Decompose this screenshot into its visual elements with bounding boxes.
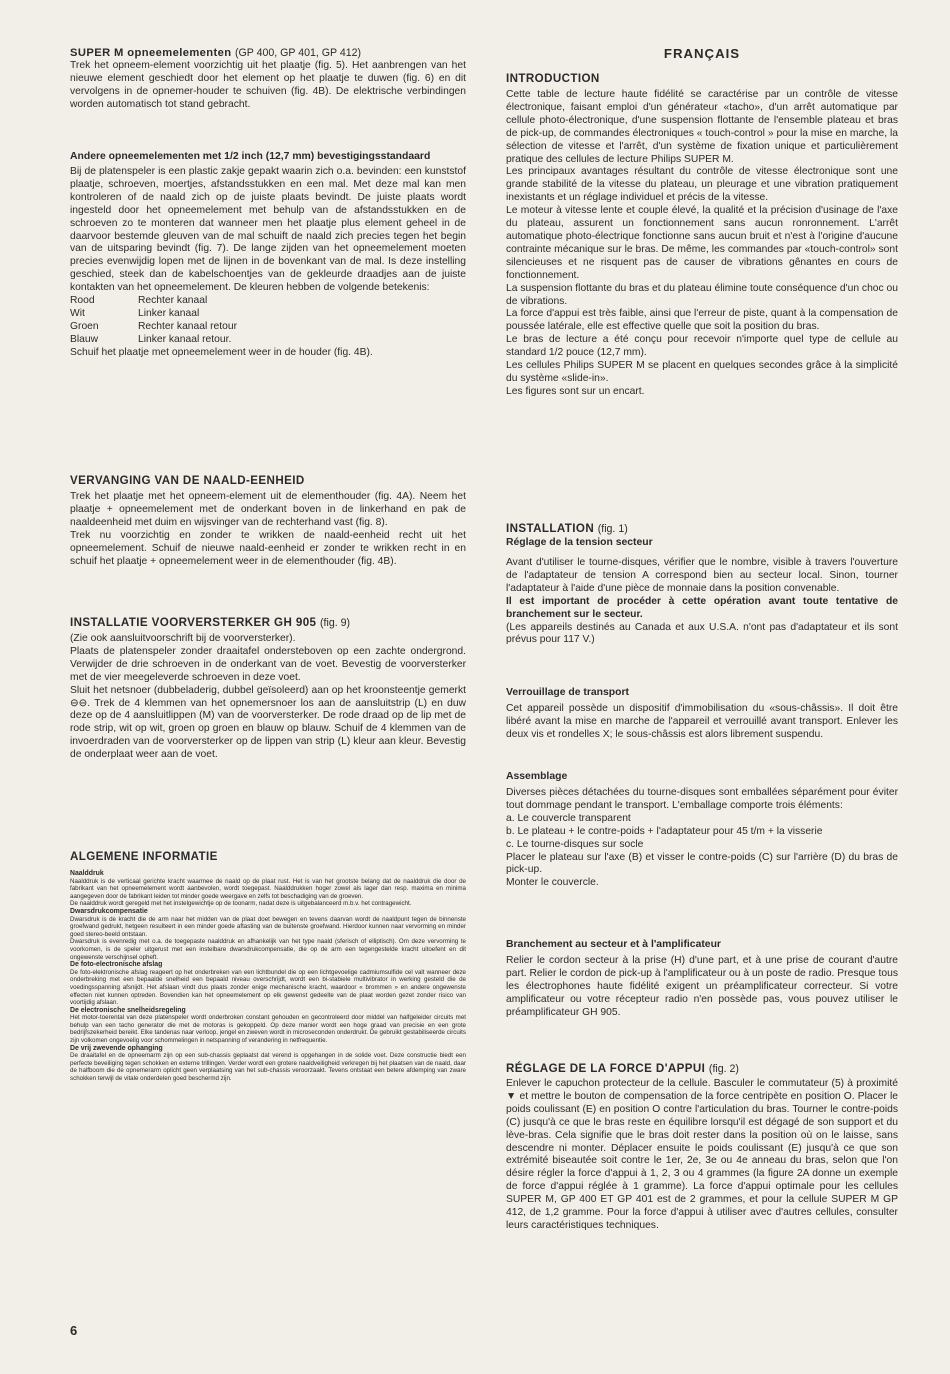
color-row bbox=[70, 334, 466, 347]
subsection-title: De foto-electronische afslag bbox=[70, 961, 163, 969]
list-item: a. Le couvercle transparent bbox=[506, 812, 631, 824]
paragraph: La suspension flottante du bras et du plateau élimine toute conséquence d'un choc ou de vibrations. bbox=[506, 282, 898, 307]
color-name: Wit bbox=[70, 307, 85, 319]
section-title: INTRODUCTION bbox=[506, 72, 600, 85]
warning-paragraph: Il est important de procéder à cette opération avant toute tentative de branchement sur le secteur. bbox=[506, 595, 898, 620]
paragraph: Monter le couvercle. bbox=[506, 877, 599, 889]
paragraph: Trek het opneem-element voorzichtig uit het plaatje (fig. 5). Het aanbrengen van het nieuwe element geschiedt door het element op het plaatje te duwen (fig. 6) en dit vervolgens in de opnemer-houder te schuiven (fig. 4B). De elektrische verbindingen worden automatisch tot stand gebracht. bbox=[70, 60, 466, 110]
section-installation bbox=[506, 522, 898, 647]
color-meaning: Linker kanaal bbox=[138, 307, 200, 319]
info-block bbox=[70, 870, 466, 908]
paragraph: La force d'appui est très faible, ainsi que l'erreur de piste, quant à la compensation de poussée latérale, elle est effective quelle que soit la position du bras. bbox=[506, 308, 898, 333]
info-block bbox=[70, 1007, 466, 1045]
paragraph: Avant d'utiliser le tourne-disques, vérifier que le nombre, visible à travers l'ouverture de l'adaptateur de tension A correspond bien au secteur local. Sinon, tourner l'adaptateur à l'aide d'une pièce de monnaie dans la position convenable. bbox=[506, 557, 898, 594]
figure-reference: (fig. 2) bbox=[708, 1063, 739, 1075]
subsection-title: Verrouillage de transport bbox=[506, 687, 629, 698]
paragraph: Les figures sont sur un encart. bbox=[506, 385, 645, 397]
paragraph: Diverses pièces détachées du tourne-disques sont emballées séparément pour éviter tout dommage pendant le transport. L'emballage comporte trois éléments: bbox=[506, 787, 898, 811]
section-introduction bbox=[506, 72, 898, 399]
section-title: ALGEMENE INFORMATIE bbox=[70, 850, 218, 863]
subsection-title: Naalddruk bbox=[70, 870, 104, 877]
color-row bbox=[70, 295, 466, 308]
page-number: 6 bbox=[70, 1323, 78, 1338]
section-algemene-informatie bbox=[70, 850, 466, 1083]
paragraph: Les principaux avantages résultant du contrôle de vitesse électronique sont une grande stabilité de la vitesse du plateau, un pleurage et une vibration pratiquement inexistants et un réglage individuel et précis de la vitesse. bbox=[506, 166, 898, 204]
color-name: Rood bbox=[70, 295, 95, 307]
section-title: RÉGLAGE DE LA FORCE D'APPUI bbox=[506, 1062, 706, 1075]
paragraph: Plaats de platenspeler zonder draaitafel ondersteboven op een zachte ondergrond. Verwijder de drie schroeven in de onderkant van de voet. Bevestig de voorversterker met de vier meegeleverde schroeven in deze voet. bbox=[70, 645, 466, 683]
subsection-title: De electronische snelheidsregeling bbox=[70, 1006, 186, 1014]
section-super-m bbox=[70, 46, 466, 112]
paragraph: Enlever le capuchon protecteur de la cellule. Basculer le commutateur (5) à proximité ▼ et mettre le bouton de compensation de la force centripète en position O. Placer le poids coulissant (E) en position O contre l'articulation du bras. Tourner le contre-poids (C) jusqu'à ce que le bras reste en équilibre lorsqu'il est dégagé de son support et du lève-bras. Cela signifie que le bras doit rester dans la position où on le laisse, sans descendre ni monter. Déplacer ensuite le poids coulissant (E) jusqu'à ce que son extrémité biseautée soit contre le 1er, 2e, 3e ou 4e anneau du bras, selon que l'on désire régler la force d'appui à 1, 2, 3 ou 4 grammes (la figure 2A donne un exemple de force d'appui réglée à 1 gramme). La force d'appui optimale pour les cellules SUPER M, GP 400 ET GP 401 est de 2 grammes, et pour la cellule SUPER M GP 412, de 1,2 gramme. Pour la force d'appui à utiliser avec d'autres cellules, consulter leurs caractéristiques techniques. bbox=[506, 1078, 898, 1231]
list-item: b. Le plateau + le contre-poids + l'adaptateur pour 45 t/m + la visserie bbox=[506, 825, 823, 837]
paragraph: Schuif het plaatje met opneemelement weer in de houder (fig. 4B). bbox=[70, 346, 373, 358]
color-row bbox=[70, 321, 466, 334]
paragraph: Cet appareil possède un dispositif d'immobilisation du «sous-châssis». Il doit être libéré avant la mise en marche de l'appareil et verrouillé avant transport. Enlever les deux vis et rondelles X; le sous-châssis est alors librement suspendu. bbox=[506, 703, 898, 740]
section-assemblage bbox=[506, 770, 898, 890]
subsection-title: Dwarsdrukcompensatie bbox=[70, 907, 148, 915]
paragraph: Relier le cordon secteur à la prise (H) d'une part, et à une prise de courant d'autre part. Relier le cordon de pick-up à l'amplificateur ou à un poste de radio. Presque tous les électrophones haute fidélité exigent un préamplificateur correcteur. Si votre amplificateur ou votre récepteur radio n'en possède pas, vous pouvez utiliser le préamplificateur GH 905. bbox=[506, 955, 898, 1018]
color-name: Groen bbox=[70, 320, 99, 332]
paragraph: Sluit het netsnoer (dubbeladerig, dubbel geïsoleerd) aan op het kroonsteentje gemerkt ⊖⊖. Trek de 4 klemmen van het opnemersnoer los aan de aansluitstrip (L) en duw deze op de 4 aansluitlippen (M) van de voorversterker. De rode draad op de lip met de rode strip, wit op wit, groen op groen en blauw op blauw. Schuif de 4 klemmen van de invoerdraden van de voorversterker op de lippen van strip (L) kleur aan kleur. Bevestig de onderplaat weer aan de voet. bbox=[70, 684, 466, 761]
section-verrouillage bbox=[506, 686, 898, 742]
figure-reference: (fig. 9) bbox=[320, 617, 351, 629]
paragraph: (Zie ook aansluitvoorschrift bij de voorversterker). bbox=[70, 633, 296, 644]
paragraph: Le bras de lecture a été conçu pour recevoir n'importe quel type de cellule au standard 1/2 pouce (12,7 mm). bbox=[506, 334, 898, 359]
color-meaning: Rechter kanaal retour bbox=[138, 320, 238, 332]
info-block bbox=[70, 1045, 466, 1083]
subsection-title: De vrij zwevende ophanging bbox=[70, 1044, 163, 1052]
paragraph: Bij de platenspeler is een plastic zakje gepakt waarin zich o.a. bevinden: een kunststof plaatje, schroeven, moertjes, afstandsstukken en een mal. Met deze mal kan men kontroleren of de naald zich op de juiste plaats bevindt. De juiste plaats wordt ingesteld door het opneemelement met behulp van de afstandsstukken en de schroeven zo te monteren dat wanneer men het plaatje plus element geheel in de daarvoor bestemde gleuven van de mal schuift de naald zich precies tegen het begin van de uitsparing bevindt (fig. 7). De lange zijden van het opneemelement moeten precies evenwijdig lopen met de lijnen in de bovenkant van de mal. Is deze instelling geschied, steek dan de kabelschoentjes van de gekleurde draadjes aan de juiste kontakten van het opneemelement. De kleuren hebben de volgende betekenis: bbox=[70, 166, 466, 294]
section-force-appui bbox=[506, 1062, 898, 1233]
paragraph: Le moteur à vitesse lente et couple élevé, la qualité et la précision d'usinage de l'axe du plateau, assurent un fonctionnement sans aucun ronronnement. L'arrêt automatique photo-électrique fonctionne sans aucun bruit et n'est à l'origine d'aucune contrainte mécanique sur le bras. De même, les commandes par «touch-control» sont silencieuses et ne risquent pas de causer de vibrations gênantes en cours de fonctionnement. bbox=[506, 205, 898, 281]
small-paragraph: Het motor-toerental van deze platenspeler wordt onderbroken constant gehouden en gecontroleerd door middel van halfgeleider circuits met behulp van een tacho generator die met de motoras is gekoppeld. Op deze manier wordt een hoge graad van precisie en een grote bedrijfszekerheid bereikt. Elke tandenas naar verloop, jengel en zweven wordt in microseconden onderdrukt. De gebruikt gestabiliseerde circuits zijn volkomen ongevoelig voor schommelingen in netspanning of verandering in netfrequentie. bbox=[70, 1014, 466, 1045]
small-paragraph: De draaitafel en de opneemarm zijn op een sub-chassis geplaatst dat verend is opgehangen in de solide voet. Deze constructie biedt een perfecte beveiliging tegen schokken en externe trillingen. Verder wordt een grotere naaldveiligheid verkregen bij het plaatsen van de naald, daar de halfboom die de opnemerarm oplicht geen verplaatsing van het sub-chassis veroorzaakt. Tevens ontstaat een betere afdemping van zware schokken terwijl de vitale onderdelen goed beschermd zijn. bbox=[70, 1052, 466, 1083]
info-block bbox=[70, 908, 466, 961]
color-meaning: Linker kanaal retour. bbox=[138, 333, 232, 345]
small-paragraph: De foto-elektronische afslag reageert op het onderbreken van een lichtbundel die op een lichtgevoelige cadmiumsulfide cel valt wanneer deze onderbreking met een bepaalde snelheid een bepaald niveau overschrijdt, wordt een bi-stabiele multivibrator in werking gesteld die de voedingsspanning afsnijdt. Het afslaan vindt dus plaats zonder enige mechanische kracht, waardoor « brommen » en andere ongewenste effecten niet kunnen optreden. Bovendien kan het opneemelement op elk gewenst gedeelte van de plaat worden gezet zonder risico van voortijdig afslaan. bbox=[70, 968, 466, 1007]
section-vervanging bbox=[70, 474, 466, 568]
paragraph: Placer le plateau sur l'axe (B) et visser le contre-poids (C) sur l'arrière (D) du bras de pick-up. bbox=[506, 851, 898, 876]
paragraph: Trek nu voorzichtig en zonder te wrikken de naald-eenheid recht uit het opneemelement. Schuif de nieuwe naald-eenheid er zonder te wrikken recht in en schuif het plaatje + opneemelement weer in de elementhouder (fig. 4B). bbox=[70, 529, 466, 567]
section-title: VERVANGING VAN DE NAALD-EENHEID bbox=[70, 474, 305, 487]
section-title: INSTALLATIE VOORVERSTERKER GH 905 bbox=[70, 616, 317, 629]
color-meaning: Rechter kanaal bbox=[138, 295, 208, 307]
section-voorversterker bbox=[70, 616, 466, 762]
subsection-title: Branchement au secteur et à l'amplificateur bbox=[506, 939, 721, 950]
color-legend bbox=[70, 295, 466, 347]
small-paragraph: Naalddruk is de verticaal gerichte kracht waarmee de naald op de plaat rust. Het is van het grootste belang dat de naalddruk die door de fabrikant van het opneemelement wordt aanbevolen, wordt toegepast. Naalddrukken hoger zowel als lager dan resp. maxima en minima aangegeven door de fabrikant leiden tot minder goede weergave en zelfs tot beschadiging van de groeven. De naalddruk wordt geregeld met het instelgewichtje op de toonarm, nadat deze is uitgebalanceerd m.b.v. het contragewicht. bbox=[70, 877, 466, 908]
list-item: c. Le tourne-disques sur socle bbox=[506, 838, 644, 850]
info-block bbox=[70, 961, 466, 1007]
section-title: INSTALLATION bbox=[506, 522, 595, 535]
paragraph: (Les appareils destinés au Canada et aux U.S.A. n'ont pas d'adaptateur et ils sont prévus pour 117 V.) bbox=[506, 621, 898, 646]
paragraph: Trek het plaatje met het opneem-element uit de elementhouder (fig. 4A). Neem het plaatje + opneemelement met de onderkant boven in de linkerhand en pak de naaldeenheid met duim en wijsvinger van de rechterhand vast (fig. 8). bbox=[70, 491, 466, 528]
figure-reference: (fig. 1) bbox=[597, 523, 628, 535]
subsection-title: Réglage de la tension secteur bbox=[506, 537, 653, 548]
section-title-suffix: (GP 400, GP 401, GP 412) bbox=[235, 47, 362, 59]
section-andere-opneemelementen bbox=[70, 150, 466, 360]
section-title: SUPER M opneemelementen bbox=[70, 47, 232, 59]
paragraph: Cette table de lecture haute fidélité se caractérise par un contrôle de vitesse électronique, faisant emploi d'un générateur «tacho», d'un arrêt automatique par cellule photo-électronique, d'une suspension flottante de l'ensemble plateau et bras de pick-up, de commandes électroniques « touch-control » pour la mise en marche, la sélection de vitesse et l'arrêt, d'un système de fixation unique et particulièrement pratique des cellules de lecture Philips SUPER M. bbox=[506, 89, 898, 165]
small-paragraph: Dwarsdruk is de kracht die de arm naar het midden van de plaat doet bewegen en tevens daarvan wordt de naaldpunt tegen de binnenste groefwand gedrukt, hetgeen resulteert in een minder goede aftasting van de buitenste groefwand. Hierdoor kunnen naar vervorming en minder goed stereo-beeld ontstaan. Dwarsdruk is evenredig met o.a. de toegepaste naalddruk en afhankelijk van het type naald (sferisch of elliptisch). Om deze vervorming te voorkomen, is de speler uitgerust met een instelbare dwarsdrukcompensatie, die op de arm een tegengestelde kracht uitoefent en dit ongewenste verschijnsel opheft. bbox=[70, 915, 466, 961]
section-branchement bbox=[506, 938, 898, 1020]
section-title: Andere opneemelementen met 1/2 inch (12,7 mm) bevestigingsstandaard bbox=[70, 151, 431, 162]
paragraph: Les cellules Philips SUPER M se placent en quelques secondes grâce à la simplicité du système «slide-in». bbox=[506, 360, 898, 384]
subsection-title: Assemblage bbox=[506, 771, 568, 782]
color-name: Blauw bbox=[70, 333, 99, 345]
language-title: FRANÇAIS bbox=[663, 46, 741, 61]
color-row bbox=[70, 308, 466, 321]
